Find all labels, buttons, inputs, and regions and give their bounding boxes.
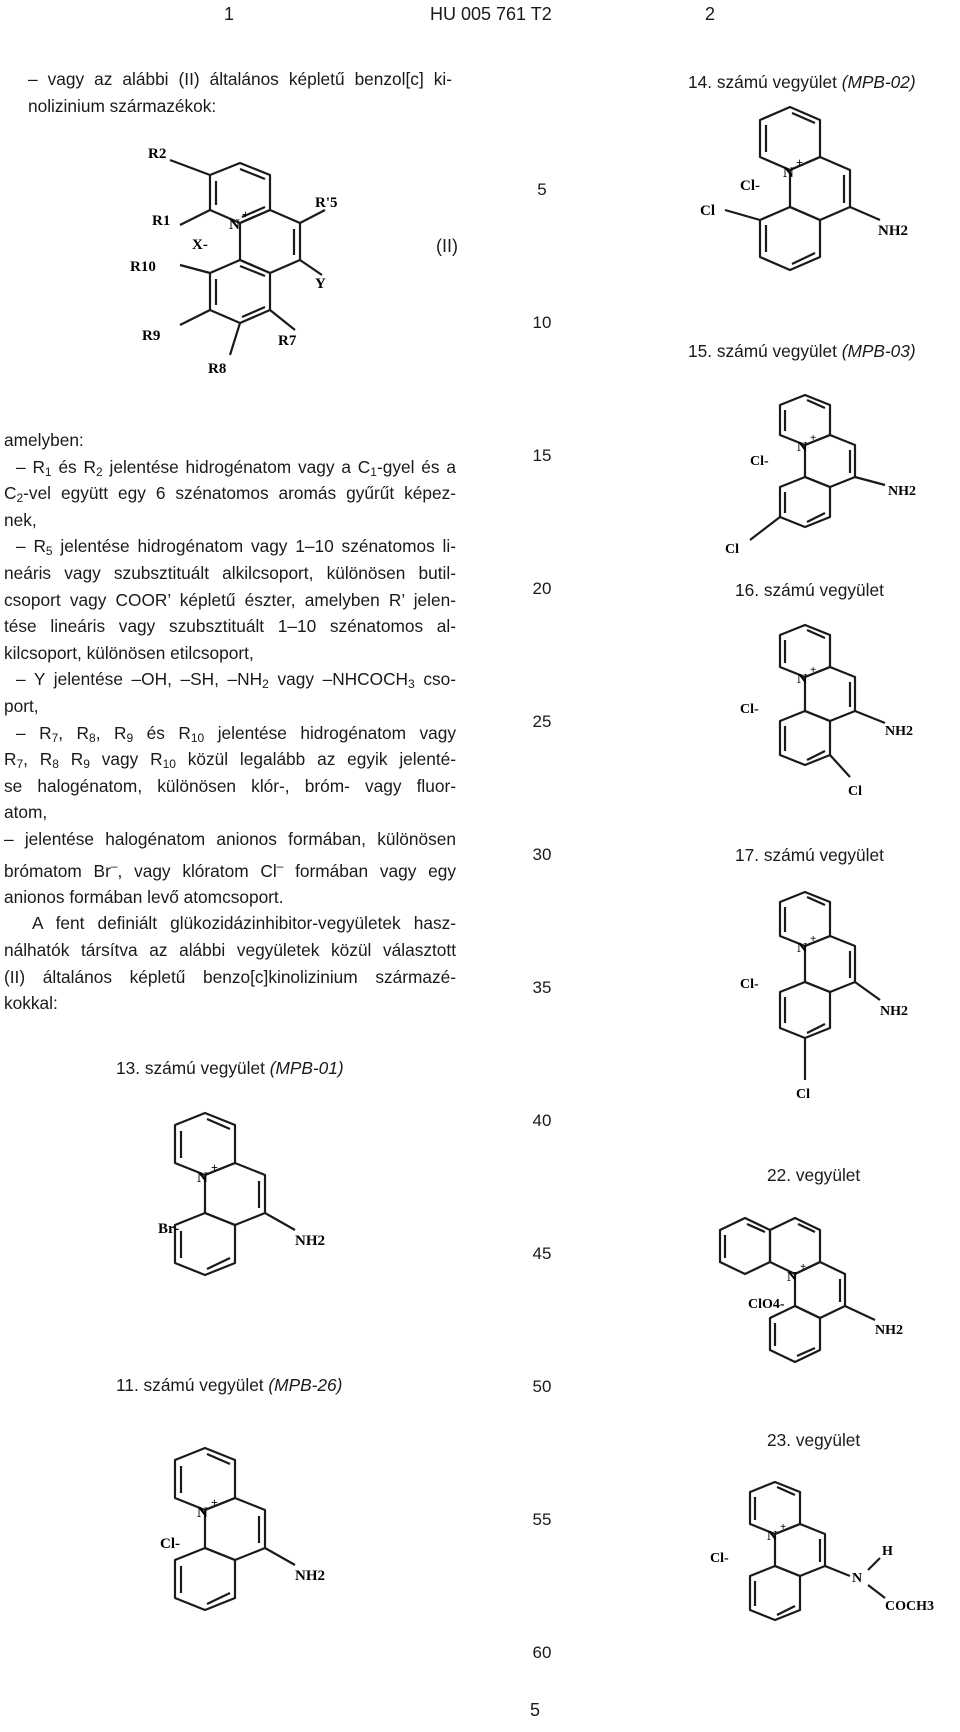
line-number: 15 bbox=[532, 446, 552, 465]
line-number: 55 bbox=[532, 1510, 552, 1529]
document-id: HU 005 761 T2 bbox=[430, 4, 552, 24]
svg-text:Cl-: Cl- bbox=[750, 454, 769, 469]
label-r5: R'5 bbox=[315, 195, 338, 211]
page-number-right: 2 bbox=[705, 4, 716, 24]
svg-text:N: N bbox=[767, 1529, 778, 1544]
label-x: X- bbox=[192, 237, 208, 253]
compound-15-caption: 15. számú vegyület (MPB-03) bbox=[688, 341, 916, 361]
x-line-2: brómatom Br–, vagy klóratom Cl– formában vagy egy bbox=[4, 858, 456, 881]
definitions-block bbox=[4, 427, 456, 1017]
formula-tag: (II) bbox=[436, 236, 458, 256]
line-number: 5 bbox=[537, 180, 547, 199]
structure-compound-17 bbox=[720, 880, 950, 1130]
svg-text:+: + bbox=[211, 1160, 218, 1174]
svg-text:+: + bbox=[810, 664, 817, 676]
svg-text:+: + bbox=[810, 933, 817, 945]
svg-text:N: N bbox=[797, 941, 808, 956]
line-number: 45 bbox=[532, 1244, 552, 1263]
compound-13-caption: 13. számú vegyület (MPB-01) bbox=[116, 1058, 344, 1078]
svg-text:+: + bbox=[810, 432, 817, 444]
para-line-2: nálhatók társítva az alábbi vegyületek közül választott bbox=[4, 940, 456, 961]
structure-compound-15 bbox=[720, 385, 950, 575]
svg-text:Cl: Cl bbox=[796, 1087, 810, 1102]
svg-text:H: H bbox=[882, 1544, 893, 1559]
r1-line-2: $C_2$-vel együtt egy 6 szénatomos aromás gyűrűt képez- bbox=[4, 483, 456, 506]
structure-compound-16 bbox=[720, 615, 950, 830]
svg-text:NH2: NH2 bbox=[888, 484, 916, 499]
r7-line-3: se halogénatom, különösen klór-, bróm- vagy fluor- bbox=[4, 775, 456, 796]
x-line-1: – jelentése halogénatom anionos formában, különösen bbox=[4, 828, 456, 849]
svg-text:N: N bbox=[783, 165, 794, 181]
line-number: 20 bbox=[532, 579, 552, 598]
label-n: N bbox=[229, 217, 240, 233]
label-plus: + bbox=[242, 207, 249, 221]
compound-14-caption: 14. számú vegyület (MPB-02) bbox=[688, 72, 916, 92]
x-line-3: anionos formában levő atomcsoport. bbox=[4, 886, 284, 907]
structure-compound-22 bbox=[710, 1190, 950, 1415]
structure-compound-23 bbox=[710, 1470, 950, 1670]
r7-line-1: – $R_7$, $R_8$, $R_9$ és $R_{10}$ jelentése hidrogénatom vagy bbox=[16, 722, 456, 745]
r1-line-1: – $R_1$ és $R_2$ jelentése hidrogénatom vagy a $C_1$-gyel és a bbox=[16, 456, 456, 479]
line-number: 25 bbox=[532, 712, 552, 731]
y-line-1: – Y jelentése –OH, –SH, $-NH_2$ vagy $-NHCOCH_3$ cso- bbox=[16, 669, 456, 692]
compound-22-caption: 22. vegyület bbox=[767, 1165, 861, 1185]
svg-text:NH2: NH2 bbox=[295, 1568, 325, 1584]
svg-text:+: + bbox=[780, 1521, 787, 1533]
amelyben-label: amelyben: bbox=[4, 430, 84, 450]
footer-page-number: 5 bbox=[530, 1700, 541, 1720]
r5-line-2: neáris vagy szubsztituált alkilcsoport, különösen butil- bbox=[4, 562, 456, 583]
y-line-2: port, bbox=[4, 695, 39, 716]
svg-text:+: + bbox=[796, 155, 803, 169]
svg-text:N: N bbox=[797, 440, 808, 455]
structure-general-formula-II bbox=[130, 145, 380, 435]
svg-text:Cl-: Cl- bbox=[740, 702, 759, 717]
svg-text:Cl: Cl bbox=[848, 784, 862, 799]
structure-compound-11 bbox=[130, 1440, 380, 1655]
svg-text:N: N bbox=[197, 1505, 208, 1521]
svg-text:Cl-: Cl- bbox=[710, 1551, 729, 1566]
svg-text:Cl-: Cl- bbox=[740, 977, 759, 992]
svg-text:Cl-: Cl- bbox=[160, 1536, 180, 1552]
line-number: 60 bbox=[532, 1643, 552, 1662]
structure-compound-14 bbox=[700, 95, 950, 310]
r5-line-3: csoport vagy COOR’ képletű észter, amelyben R’ jelen- bbox=[4, 589, 456, 610]
svg-text:N: N bbox=[197, 1170, 208, 1186]
svg-text:N: N bbox=[852, 1571, 863, 1586]
label-y: Y bbox=[315, 276, 326, 292]
para-line-4: kokkal: bbox=[4, 993, 58, 1014]
svg-text:+: + bbox=[800, 1261, 807, 1273]
r5-line-4: tése lineáris vagy szubsztituált 1–10 szénatomos al- bbox=[4, 616, 456, 637]
compound-16-caption: 16. számú vegyület bbox=[735, 580, 884, 600]
text-line: – vagy az alábbi (II) általános képletű benzol[c] ki- bbox=[28, 69, 452, 89]
structure-compound-13 bbox=[130, 1105, 380, 1320]
line-number: 10 bbox=[532, 313, 552, 332]
label-r2: R2 bbox=[148, 146, 167, 162]
svg-text:NH2: NH2 bbox=[878, 223, 908, 239]
para-line-1: A fent definiált glükozidázinhibitor-vegyületek hasz- bbox=[32, 913, 456, 934]
line-number: 40 bbox=[532, 1111, 552, 1130]
label-r9: R9 bbox=[142, 328, 161, 344]
r7-line-4: atom, bbox=[4, 802, 48, 823]
svg-text:NH2: NH2 bbox=[295, 1233, 325, 1249]
compound-11-caption: 11. számú vegyület (MPB-26) bbox=[116, 1375, 343, 1395]
line-number: 35 bbox=[532, 978, 552, 997]
svg-text:+: + bbox=[211, 1495, 218, 1509]
r5-line-5: kilcsoport, különösen etilcsoport, bbox=[4, 642, 254, 663]
label-r7: R7 bbox=[278, 333, 297, 349]
r7-line-2: $R_7$, $R_8$ $R_9$ vagy $R_{10}$ közül legalább az egyik jelenté- bbox=[4, 749, 457, 772]
svg-text:Br-: Br- bbox=[158, 1221, 180, 1237]
intro-paragraph bbox=[28, 66, 452, 119]
svg-text:ClO4-: ClO4- bbox=[748, 1297, 785, 1312]
svg-text:NH2: NH2 bbox=[880, 1004, 908, 1019]
svg-text:N: N bbox=[797, 672, 808, 687]
svg-text:NH2: NH2 bbox=[875, 1323, 903, 1338]
para-line-3: (II) általános képletű benzo[c]kinolizinium származé- bbox=[4, 966, 456, 987]
svg-text:Cl-: Cl- bbox=[740, 178, 760, 194]
r5-line-1: – $R_5$ jelentése hidrogénatom vagy 1–10 szénatomos li- bbox=[16, 536, 456, 559]
page-number-left: 1 bbox=[224, 4, 235, 24]
text-line: nolizinium származékok: bbox=[28, 95, 217, 116]
compound-23-caption: 23. vegyület bbox=[767, 1430, 861, 1450]
line-number: 30 bbox=[532, 845, 552, 864]
svg-text:Cl: Cl bbox=[700, 203, 715, 219]
r1-line-3: nek, bbox=[4, 509, 37, 530]
svg-text:COCH3: COCH3 bbox=[885, 1599, 934, 1614]
svg-text:Cl: Cl bbox=[725, 542, 739, 557]
compound-17-caption: 17. számú vegyület bbox=[735, 845, 884, 865]
svg-text:NH2: NH2 bbox=[885, 724, 913, 739]
svg-text:N: N bbox=[787, 1270, 798, 1285]
label-r8: R8 bbox=[208, 361, 227, 377]
label-r10: R10 bbox=[130, 259, 156, 275]
label-r1: R1 bbox=[152, 213, 171, 229]
line-number: 50 bbox=[532, 1377, 552, 1396]
